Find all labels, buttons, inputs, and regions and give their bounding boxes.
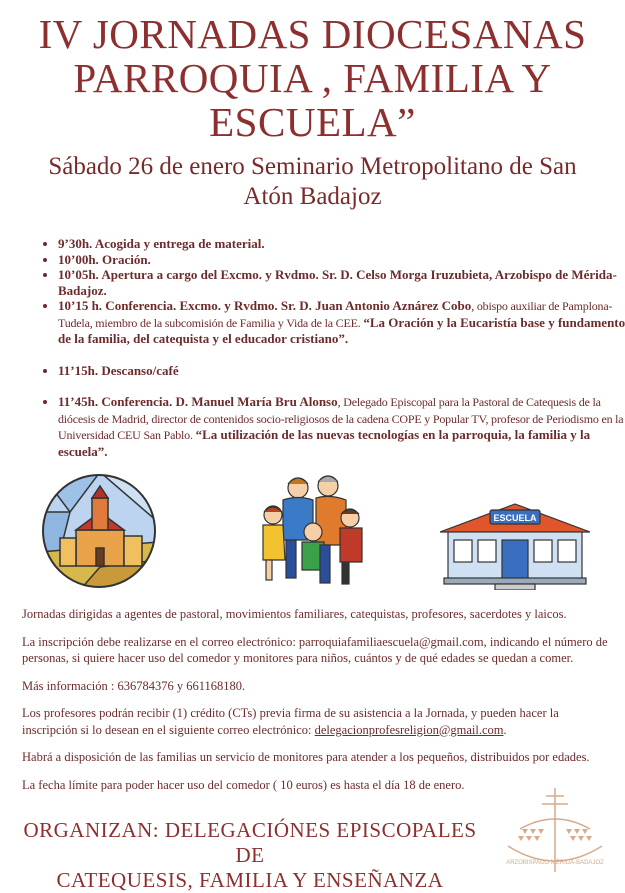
- monitors-paragraph: Habrá a disposición de las familias un servicio de monitores para atender a los pequeños, distribuidos por edades.: [22, 750, 590, 764]
- item-quote: “La utilización de las nuevas tecnologías en la parroquia, la familia y la escuela”.: [58, 427, 591, 459]
- program-item: [58, 298, 625, 347]
- item-description: , obispo auxiliar de Pamplona-Tudela, miembro de la subcomisión de Familia y Vida de la CEE.: [58, 299, 613, 330]
- program-list: [38, 236, 625, 459]
- program-item: [58, 252, 625, 268]
- item-time-title: 11’15h. Descanso/café: [58, 362, 179, 378]
- school-building-image: [440, 502, 590, 590]
- school-sign-text: ESCUELA: [493, 513, 537, 523]
- teachers-credit-paragraph: [22, 705, 612, 738]
- logo-text: ARZOBISPADO MÉRIDA-BADAJOZ: [506, 860, 604, 866]
- program-item: [58, 394, 625, 459]
- item-time-title: 10’00h. Oración.: [58, 251, 151, 267]
- item-time-title: 10’05h. Apertura a cargo del Excmo. y Rvdmo. Sr. D. Celso Morga Iruzubieta, Arzobispo de Mérida-Badajoz.: [58, 267, 617, 298]
- organizers: [10, 818, 490, 893]
- event-date-location: [0, 152, 625, 212]
- title-line: ESCUELA”: [209, 99, 416, 145]
- program-item: [58, 363, 625, 379]
- program-item: [58, 267, 625, 298]
- stained-glass-church-image: [40, 472, 158, 590]
- item-time-title: 11’45h. Conferencia. D. Manuel María Bru Alonso: [58, 394, 338, 409]
- item-description: , Delegado Episcopal para la Pastoral de Catequesis de la diócesis de Madrid, director de contenidos socio-religiosos de la cadena COPE y Popular TV, profesor de Periodismo en la Universidad CEU San Pablo.: [58, 395, 624, 442]
- subtitle-line: Atón Badajoz: [243, 183, 382, 210]
- credit-text: Los profesores podrán recibir (1) crédito (CTs) previa firma de su asistencia a la Jornada, y pueden hacer la inscripción si lo desean en el siguiente correo electrónico:: [22, 706, 559, 737]
- item-time-title: 9’30h. Acogida y entrega de material.: [58, 236, 265, 251]
- page-title: [0, 12, 625, 144]
- registration-paragraph: La inscripción debe realizarse en el correo electrónico: parroquiafamiliaescuela@gmail.com, indicando el número de personas, si quiere hacer uso del comedor y monitores para niños, cuántos y de qué edades se quedan a comer.: [22, 634, 608, 665]
- item-quote: “La Oración y la Eucaristía base y fundamento de la familia, del catequista y el educador cristiano”.: [58, 314, 625, 346]
- audience-paragraph: Jornadas dirigidas a agentes de pastoral, movimientos familiares, catequistas, profesores, sacerdotes y laicos.: [22, 607, 567, 621]
- email-link[interactable]: delegacionprofesreligion@gmail.com: [314, 722, 504, 737]
- deadline-paragraph: La fecha límite para poder hacer uso del comedor ( 10 euros) es hasta el día 18 de enero.: [22, 777, 465, 792]
- title-line: PARROQUIA , FAMILIA Y: [73, 55, 552, 101]
- information-section: [22, 606, 612, 804]
- organizers-line: ORGANIZAN: DELEGACIÓNES EPISCOPALES DE: [23, 818, 477, 867]
- program-item: [58, 236, 625, 252]
- title-line: IV JORNADAS DIOCESANAS: [38, 11, 587, 57]
- contact-paragraph: Más información : 636784376 y 661168180.: [22, 678, 246, 693]
- subtitle-line: Sábado 26 de enero Seminario Metropolitano de San: [48, 153, 577, 180]
- archdiocese-logo: [500, 784, 610, 876]
- organizers-line: CATEQUESIS, FAMILIA Y ENSEÑANZA: [56, 868, 444, 892]
- family-illustration-image: [258, 470, 368, 588]
- item-time-title: 10’15 h. Conferencia. Excmo. y Rvdmo. Sr. D. Juan Antonio Aznárez Cobo: [58, 298, 472, 313]
- period: .: [503, 722, 507, 737]
